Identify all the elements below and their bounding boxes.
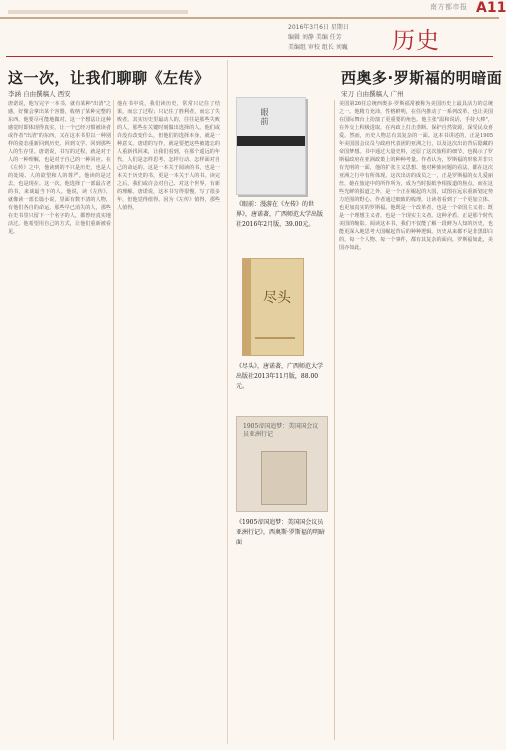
article1-column-1: 唐诺说，他写完字一本书，就有某种"出清"之感，好像会拿出某个容器，收纳了某种完整的东西，他要尽可能地做对。这一个想法让这种感觉时即体现得真实，让一个已经习惯被读者或作者"出清"的东西，又在这本书里以一种别样的姿态重新回到历史、回到文学、回到那些人的生存里。唐诺说，书写的过程，就是对于人的一种理解，也是对于自己的一种回应。在《左传》之中，他读到的不只是历史，也是人的处境、人的欲望和人的尊严。他读的是过去，也是现在。这一次，他选择了一部最古老的书，来谈最当下的人。他说，读《左传》，就像读一部长篇小说，里面有数不清的人物，有他们各自的命运。那些早已消失的人，那些在史书里只留下一个名字的人，都曾经真实地活过。他希望用自己的方式，让他们重新被看见。 [8, 101, 111, 235]
proof-line: 美编组 审校 组长 刘巍 [288, 44, 348, 51]
book-cover-2 [242, 258, 304, 356]
book-cover-1 [236, 97, 306, 195]
column-divider [113, 100, 114, 740]
headline-strip [8, 10, 188, 14]
cover-portrait [261, 451, 307, 505]
top-rule [6, 56, 493, 57]
section-title: 历史 [392, 28, 440, 54]
book-caption-1: 《眼前：漫游在《左传》的世界》，唐诺著，广西师范大学出版社2016年2月版，39.00元。 [236, 201, 324, 228]
article1-title: 这一次，让我们聊聊《左传》 [8, 69, 210, 87]
page-number: A11 [476, 0, 506, 16]
cover-rule [255, 337, 295, 339]
book-caption-2: 《尽头》，唐诺著，广西师范大学出版社2013年11月版，88.00元。 [236, 363, 324, 390]
book-cover-3-title: 1905帝国追梦：美国国会议员亚洲行记 [243, 423, 319, 438]
book-cover-3 [236, 416, 328, 512]
cover-band [237, 136, 305, 146]
book-cover-2-title: 尽头 [263, 290, 291, 306]
cover-spine [243, 259, 251, 355]
article1-author: 李涵 自由撰稿人 西安 [8, 90, 71, 98]
column-divider [334, 100, 335, 740]
article2-column: 美国第26任总统西奥多·罗斯福常被称为美国历史上最具活力的总统之一。他精力充沛，性格鲜明，在任内推动了一系列改革，也让美国在国际舞台上扮演了更重要的角色。他主张"温和说话，手持大棒"，在外交上积极进取，在内政上打击垄断、保护自然资源，深受民众喜爱。然而，历史人物总有其复杂的一面。这本书讲述的，正是1905年美国国会议员与政府代表团的亚洲之行，以及这次出访背后隐藏的帝国梦想。书中通过大量史料，还原了这次旅程的细节，也揭示了罗斯福政府在亚洲政策上的种种考量。作者认为，罗斯福的形象并非只有光明的一面，他的扩张主义思想、他对种族问题的看法，都在这次亚洲之行中有所体现。这次出访的成员之一，正是罗斯福的女儿爱丽丝，她在旅途中的所作所为，成为当时报纸争相报道的焦点。而在这些光鲜的报道之外，是一个正在崛起的大国，试图在远东重新划定势力范围的野心。作者通过细致的梳理，让读者看到了一个更加立体、也更加真实的罗斯福。他既是一个改革者，也是一个帝国主义者；既是一个理想主义者，也是一个现实主义者。这种矛盾，正是那个时代美国的缩影。阅读这本书，我们不仅能了解一段鲜为人知的历史，也能更深入地思考大国崛起背后的种种逻辑。历史从来都不是非黑即白的，每一个人物、每一个事件，都有其复杂的面向。罗斯福如此，美国亦如此。 [339, 101, 493, 251]
section-divider [227, 60, 228, 744]
article2-author: 宋刀 自由撰稿人 广州 [341, 90, 404, 98]
book-cover-1-title: 眼前 [260, 108, 269, 126]
book-caption-3: 《1905帝国追梦：美国国会议员亚洲行记》，西奥斯·罗斯福的明暗面 [236, 519, 325, 546]
article1-column-2: 他在书中说，我们读历史，常常只记住了结果，而忘了过程；只记住了胜利者，而忘了失败者。其实历史里最动人的，往往是那些失败的人，那些在关键时刻做出选择的人。他们或许没有改变什么，但他们的选择本身，就是一种意义。唐诺的写作，就是要把这些被遗忘的人重新找回来，让我们看到，在那个遥远的年代，人们是怎样思考、怎样行动、怎样面对自己的命运的。这是一本关于阅读的书，也是一本关于历史的书，更是一本关于人的书。读完之后，我们或许会对自己、对这个世界，有新的理解。唐诺说，这本书写得很慢，写了很多年，但他觉得值得。因为《左传》值得，那些人值得。 [117, 101, 220, 211]
brand-name: 南方都市报 [430, 3, 468, 11]
editor-line: 编辑 刘静 美编 任芳 [288, 34, 342, 41]
header-rule [0, 17, 499, 19]
article2-title: 西奥多·罗斯福的明暗面 [341, 69, 503, 87]
date-line: 2016年3月6日 星期日 [288, 24, 349, 31]
